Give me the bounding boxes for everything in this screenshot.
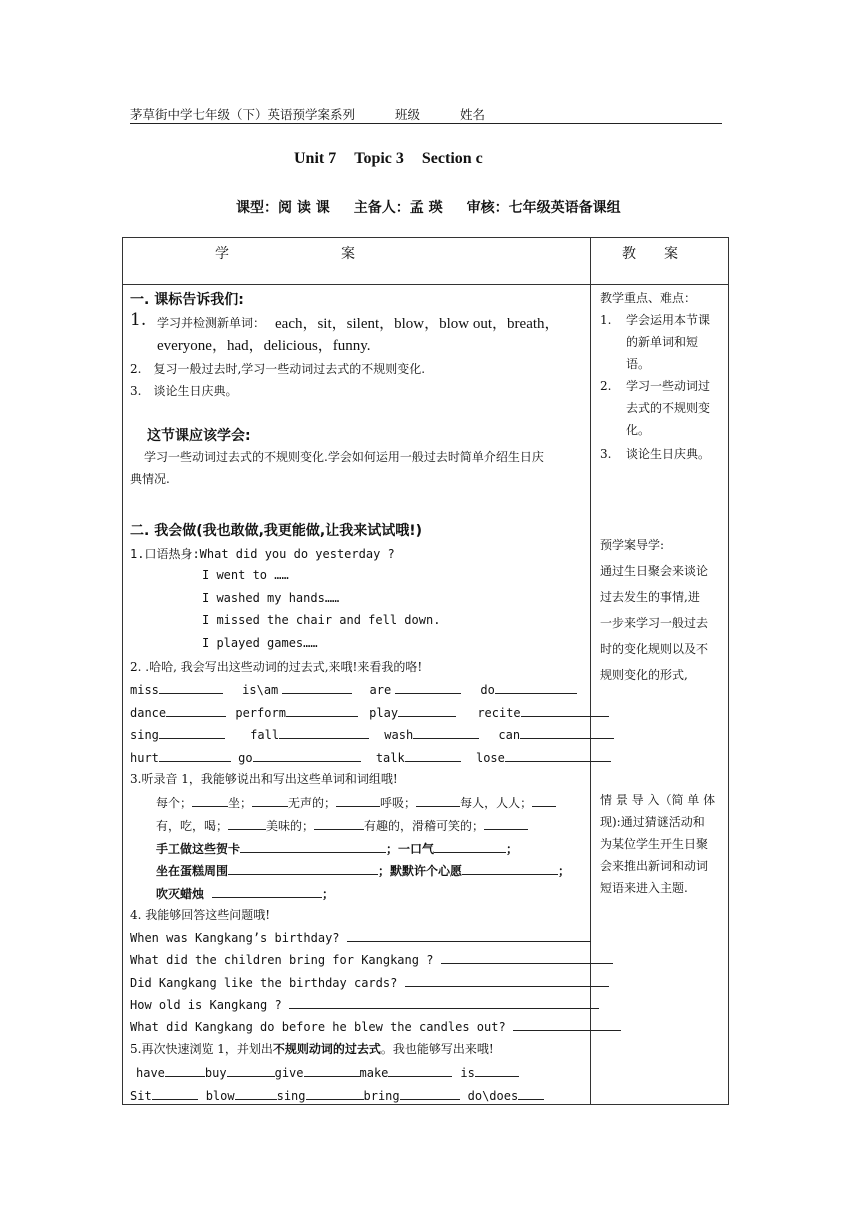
q5-text: 5.再次快速浏览 1，并划出	[130, 1042, 273, 1056]
word: 有，吃，喝；	[156, 819, 229, 833]
verb: perform	[235, 706, 286, 720]
blank[interactable]	[252, 794, 288, 807]
word: 每人，人人；	[460, 796, 533, 810]
blank[interactable]	[165, 1064, 205, 1077]
topic-label: Topic 3	[354, 150, 404, 167]
line: 规则变化的形式,	[600, 668, 688, 682]
blank[interactable]	[304, 1064, 360, 1077]
word: 呼吸；	[380, 796, 417, 810]
line: 化。	[626, 423, 651, 437]
page-title	[294, 150, 501, 168]
column-header-teacher: 教 案	[622, 246, 678, 262]
blank[interactable]	[521, 704, 609, 717]
phrase: ；默默许个心愿	[378, 864, 463, 878]
verb: have	[136, 1066, 165, 1080]
blank[interactable]	[400, 1087, 460, 1100]
blank[interactable]	[475, 1064, 519, 1077]
q5-row-2	[130, 1087, 544, 1103]
name-label: 姓名	[460, 107, 486, 122]
q3-line-5	[156, 885, 334, 902]
blank[interactable]	[505, 749, 611, 762]
punct: ；	[322, 887, 335, 901]
phrase: 坐在蛋糕周围	[156, 864, 229, 878]
line: 为某位学生开生日聚	[600, 837, 709, 851]
question: Did Kangkang like the birthday cards?	[130, 976, 398, 990]
q2-row-3	[130, 726, 614, 742]
focus-1	[626, 309, 724, 375]
word: 坐；	[228, 796, 253, 810]
verb: dance	[130, 706, 167, 720]
blank[interactable]	[416, 794, 460, 807]
school-label: 茅草街中学七年级（下）英语预学案系列	[130, 107, 356, 122]
verb: is	[460, 1066, 475, 1080]
preparer: 主备人：孟 瑛	[353, 200, 443, 216]
focus-title: 教学重点、难点：	[600, 291, 697, 305]
blank[interactable]	[159, 726, 225, 739]
blank[interactable]	[235, 1087, 277, 1100]
line: 一步来学习一般过去	[600, 616, 709, 630]
q2-row-4	[130, 749, 611, 765]
reviewer: 审核：七年级英语备课组	[466, 200, 621, 216]
blank[interactable]	[388, 1064, 452, 1077]
word: 有趣的，滑稽可笑的；	[364, 819, 485, 833]
line: 现):通过猜谜活动和	[600, 815, 705, 829]
page-subtitle	[236, 197, 645, 217]
focus-3: 谈论生日庆典。	[626, 447, 711, 461]
verb: hurt	[130, 751, 159, 765]
verb: can	[498, 728, 521, 742]
class-label: 班级	[395, 107, 421, 122]
guide-text	[600, 558, 726, 688]
answer-blank[interactable]	[289, 996, 599, 1009]
blank[interactable]	[405, 749, 461, 762]
q5-emphasis: 不规则动词的过去式	[272, 1042, 381, 1056]
learn-text-2: 典情况.	[130, 472, 170, 486]
word: 美味的；	[266, 819, 315, 833]
word: 每个；	[156, 796, 193, 810]
blank[interactable]	[227, 1064, 275, 1077]
verb: do	[480, 683, 495, 697]
answer-blank[interactable]	[405, 974, 609, 987]
q1-line-3: I missed the chair and fell down.	[202, 613, 441, 627]
blank[interactable]	[212, 885, 322, 898]
verb: do\does	[467, 1089, 519, 1103]
verb: play	[369, 706, 399, 720]
q4-line-1	[130, 929, 591, 945]
blank[interactable]	[495, 681, 577, 694]
section-1-title: 一. 课标告诉我们:	[130, 292, 244, 308]
blank[interactable]	[282, 681, 352, 694]
blank[interactable]	[159, 681, 223, 694]
blank[interactable]	[336, 794, 380, 807]
intro-text	[600, 789, 726, 899]
line: 去式的不规则变	[626, 401, 711, 415]
line: 短语来进入主题.	[600, 881, 688, 895]
column-header-student: 学 案	[215, 246, 355, 262]
q3-line-4	[156, 862, 570, 879]
verb: miss	[130, 683, 159, 697]
line: 语。	[626, 357, 651, 371]
verb: go	[238, 751, 253, 765]
q2-row-2	[130, 704, 609, 720]
question: What did the children bring for Kangkang ?	[130, 953, 434, 967]
q5-row-1	[136, 1064, 519, 1080]
learn-title: 这节课应该学会:	[147, 428, 251, 444]
blank[interactable]	[484, 817, 528, 830]
blank[interactable]	[240, 840, 386, 853]
focus-3-num: 3.	[600, 447, 612, 461]
q2-title: 2. .哈哈, 我会写出这些动词的过去式,来哦!来看我的咯!	[130, 660, 423, 674]
q4-title: 4. 我能够回答这些问题哦!	[130, 908, 271, 922]
blank[interactable]	[434, 840, 506, 853]
guide-title: 预学案导学:	[600, 538, 665, 552]
punct: ；	[558, 864, 571, 878]
q5-title	[130, 1040, 494, 1057]
answer-blank[interactable]	[513, 1018, 621, 1031]
answer-blank[interactable]	[441, 951, 613, 964]
blank[interactable]	[192, 794, 228, 807]
verb: make	[359, 1066, 389, 1080]
item-3: 3. 谈论生日庆典。	[130, 384, 238, 398]
line: 情 景 导 入（简 单 体	[600, 793, 716, 807]
q1-line-4: I played games……	[202, 636, 318, 650]
q1-line-1: I went to ……	[202, 568, 289, 582]
verb: blow	[205, 1089, 235, 1103]
blank[interactable]	[152, 1087, 198, 1100]
blank[interactable]	[395, 681, 461, 694]
line: 学习一些动词过	[626, 379, 711, 393]
blank[interactable]	[520, 726, 614, 739]
q2-row-1	[130, 681, 577, 697]
verb: are	[369, 683, 392, 697]
lesson-type: 课型：阅 读 课	[236, 200, 330, 216]
blank[interactable]	[314, 817, 364, 830]
learn-text-1: 学习一些动词过去式的不规则变化.学会如何运用一般过去时简单介绍生日庆	[144, 450, 544, 464]
verb: lose	[475, 751, 505, 765]
question: When was Kangkang’s birthday?	[130, 931, 340, 945]
item-1-words: each，sit，silent，blow，blow out，breath，	[275, 316, 560, 332]
q4-line-2	[130, 951, 613, 967]
q3-title: 3.听录音 1，我能够说出和写出这些单词和词组哦!	[130, 772, 398, 786]
unit-label: Unit 7	[294, 150, 337, 167]
verb: talk	[375, 751, 405, 765]
header-divider	[122, 284, 729, 285]
verb: Sit	[130, 1089, 152, 1103]
q4-line-5	[130, 1018, 621, 1034]
line: 学会运用本节课	[626, 313, 711, 327]
focus-1-num: 1.	[600, 313, 612, 327]
blank[interactable]	[228, 862, 378, 875]
blank[interactable]	[413, 726, 479, 739]
q3-line-2	[156, 817, 528, 834]
verb: buy	[204, 1066, 227, 1080]
item-2: 2. 复习一般过去时,学习一些动词过去式的不规则变化.	[130, 362, 426, 376]
item-1-words-2: everyone，had，delicious，funny.	[157, 338, 371, 354]
q3-line-1	[156, 794, 556, 811]
verb: give	[274, 1066, 304, 1080]
blank[interactable]	[279, 726, 369, 739]
verb: sing	[276, 1089, 306, 1103]
focus-2-num: 2.	[600, 379, 612, 393]
item-1-label: 学习并检测新单词：	[157, 316, 266, 330]
blank[interactable]	[166, 704, 226, 717]
verb: fall	[250, 728, 280, 742]
verb: wash	[384, 728, 414, 742]
page-header	[130, 107, 722, 124]
q5-text-end: 。我也能够写出来哦!	[380, 1042, 494, 1056]
item-1-num: 1.	[130, 310, 147, 330]
question: How old is Kangkang ?	[130, 998, 282, 1012]
question: What did Kangkang do before he blew the candles out?	[130, 1020, 506, 1034]
q1-title: 1.口语热身:What did you do yesterday ?	[130, 547, 395, 561]
phrase: ；一口气	[386, 842, 435, 856]
verb: bring	[363, 1089, 400, 1103]
phrase: 手工做这些贺卡	[156, 842, 241, 856]
answer-blank[interactable]	[347, 929, 591, 942]
blank[interactable]	[532, 794, 556, 807]
q1-line-2: I washed my hands……	[202, 591, 340, 605]
line: 通过生日聚会来谈论	[600, 564, 709, 578]
word: 无声的；	[288, 796, 337, 810]
blank[interactable]	[159, 749, 231, 762]
section-label: Section c	[421, 150, 483, 167]
blank[interactable]	[228, 817, 266, 830]
line: 过去发生的事情,进	[600, 590, 700, 604]
phrase: 吹灭蜡烛	[156, 887, 205, 901]
line: 时的变化规则以及不	[600, 642, 709, 656]
line: 会来推出新词和动词	[600, 859, 709, 873]
blank[interactable]	[286, 704, 358, 717]
punct: ；	[506, 842, 519, 856]
blank[interactable]	[253, 749, 361, 762]
focus-2	[626, 375, 724, 441]
section-2-title: 二. 我会做(我也敢做,我更能做,让我来试试哦!)	[130, 523, 423, 539]
verb: sing	[130, 728, 159, 742]
verb: recite	[477, 706, 521, 720]
blank[interactable]	[462, 862, 558, 875]
q4-line-4	[130, 996, 599, 1012]
q4-line-3	[130, 974, 609, 990]
line: 的新单词和短	[626, 335, 699, 349]
blank[interactable]	[398, 704, 456, 717]
q3-line-3	[156, 840, 518, 857]
blank[interactable]	[518, 1087, 544, 1100]
verb: is\am	[242, 683, 279, 697]
blank[interactable]	[306, 1087, 364, 1100]
